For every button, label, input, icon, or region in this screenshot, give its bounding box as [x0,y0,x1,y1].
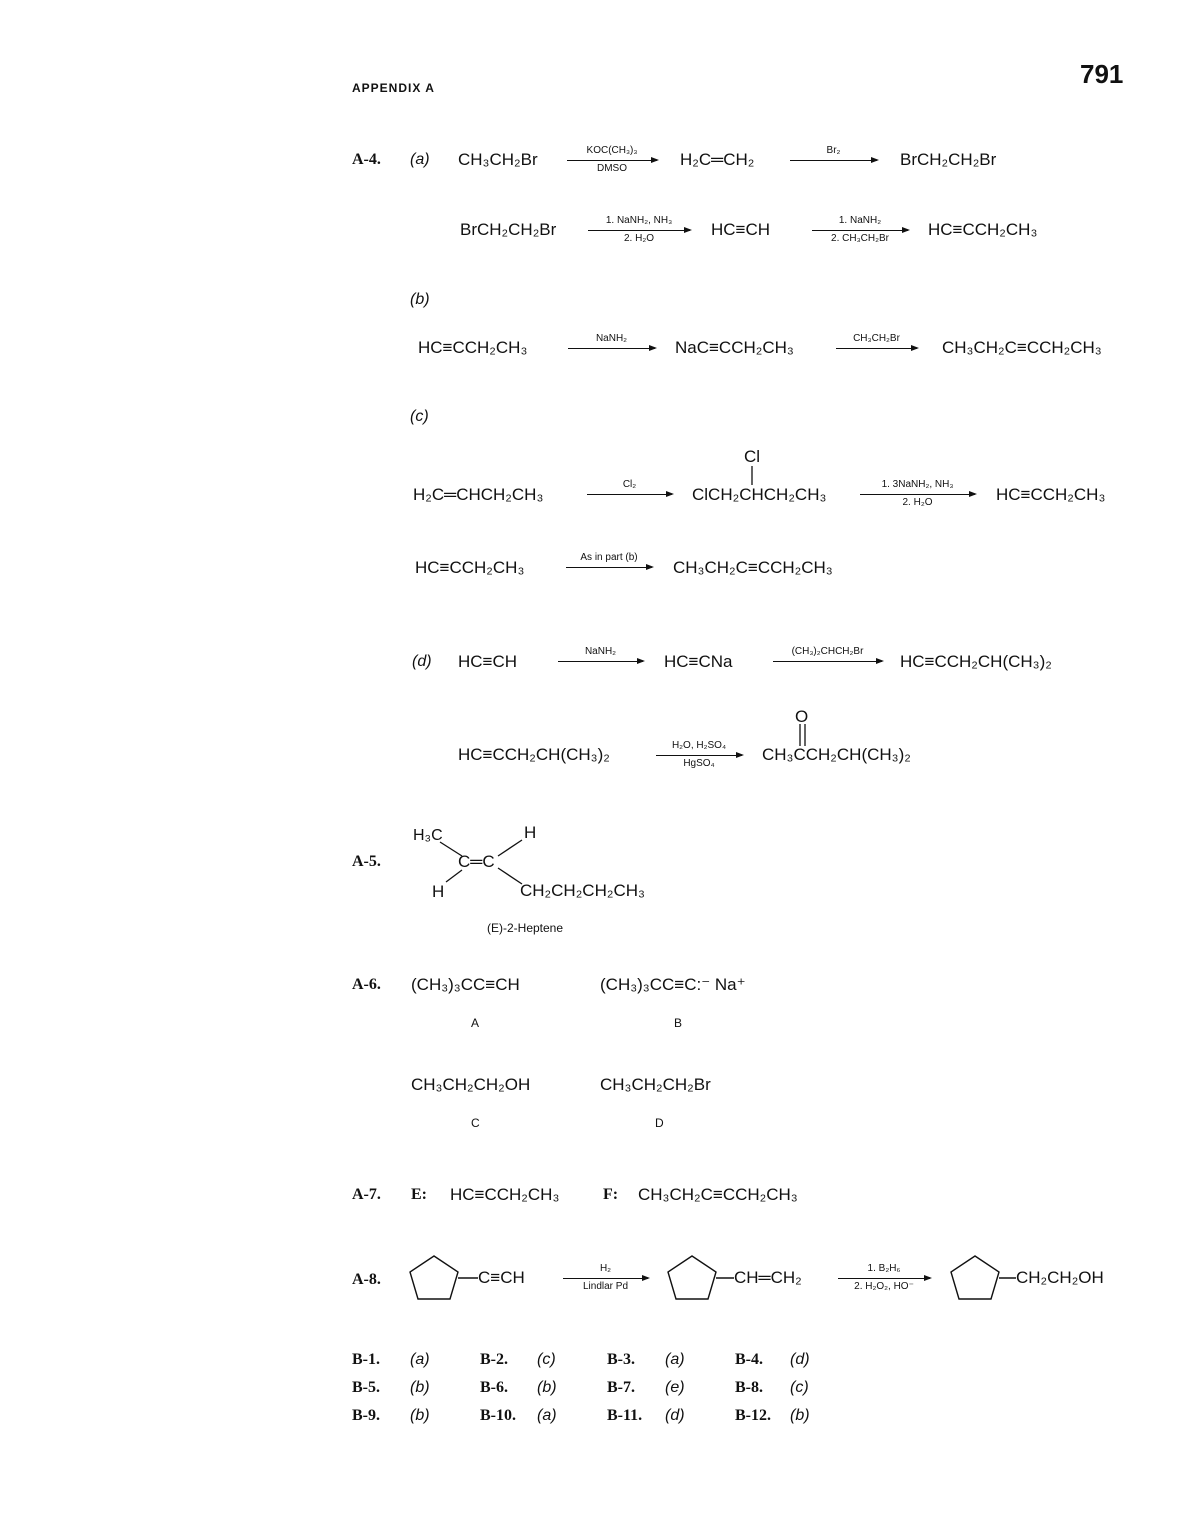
answer-question-number: B-6. [480,1379,508,1396]
reaction-arrow [567,160,657,161]
reagent-above-arrow: CH₃CH₂Br [853,333,900,344]
reagent-above-arrow: H₂ [599,1263,612,1274]
reagent-above-arrow: 1. B₂H₆ [867,1263,901,1274]
reagent-below-arrow: 2. H₂O₂, HO⁻ [854,1281,914,1292]
answer-question-number: B-10. [480,1407,516,1424]
butyl-chain: CH₂CH₂CH₂CH₃ [520,881,645,900]
formula: BrCH₂CH₂Br [900,150,997,169]
formula: CH₂CH₂OH [1016,1268,1104,1287]
cyclopentane-ring-2 [668,1256,716,1299]
answer-choice: (a) [665,1351,685,1368]
tag-d: D [655,1116,664,1130]
reagent-below-arrow: HgSO₄ [683,758,715,769]
formula: HC≡CNa [664,652,733,671]
formula: HC≡CCH₂CH₃ [415,558,525,577]
h3c-group: H₃C [413,827,443,844]
reaction-arrow [790,160,877,161]
cyclopentane-ring-3 [951,1256,999,1299]
tag-c: C [471,1116,480,1130]
cyclopentane-ring-1 [410,1256,458,1299]
answer-question-number: B-4. [735,1351,763,1368]
answer-choice: (d) [790,1351,810,1368]
formula: CH═CH₂ [734,1268,802,1287]
part-label: (a) [410,151,430,168]
hydrogen: H [432,882,445,901]
compound-b: (CH₃)₃CC≡C:⁻ Na⁺ [600,975,746,994]
compound-d: CH₃CH₂CH₂Br [600,1075,711,1094]
reagent-above-arrow: KOC(CH₃)₃ [586,145,638,156]
part-label: (b) [410,291,430,308]
reaction-arrow [773,661,882,662]
formula: HC≡CCH₂CH₃ [418,338,528,357]
answer-choice: (c) [537,1351,556,1368]
formula: HC≡CCH₂CH₃ [928,220,1038,239]
formula: HC≡CH [458,652,518,671]
formula: O [795,707,809,726]
reagent-below-arrow: 2. CH₃CH₂Br [831,233,889,244]
label-f: F: [603,1186,619,1203]
formula: C≡CH [478,1268,525,1287]
formula: H₂C═CH₂ [680,150,755,169]
answer-choice: (c) [790,1379,809,1396]
formula: HC≡CH [711,220,771,239]
compound-name: (E)-2-Heptene [487,921,564,935]
reagent-above-arrow: As in part (b) [580,552,638,563]
reagent-above-arrow: NaNH₂ [595,333,628,344]
reagent-above-arrow: 1. 3NaNH₂, NH₃ [881,479,954,490]
answer-choice: (a) [537,1407,557,1424]
reaction-arrow [838,1278,930,1279]
reaction-arrow [566,567,652,568]
problem-label: A-5. [352,853,381,870]
reagent-above-arrow: 1. NaNH₂ [838,215,882,226]
answer-question-number: B-8. [735,1379,763,1396]
answer-choice: (a) [410,1351,430,1368]
answer-choice: (b) [537,1379,557,1396]
reagent-above-arrow: H₂O, H₂SO₄ [671,740,727,751]
part-label: (d) [412,653,432,670]
label-e: E: [411,1186,427,1203]
running-head: APPENDIX A [352,81,435,95]
problem-label: A-6. [352,976,381,993]
compound-e: HC≡CCH₂CH₃ [450,1185,560,1204]
compound-f: CH₃CH₂C≡CCH₂CH₃ [638,1185,798,1204]
formula: BrCH₂CH₂Br [460,220,557,239]
answer-choice: (b) [410,1407,430,1424]
reaction-arrow [558,661,643,662]
reaction-arrow [563,1278,648,1279]
formula: CH₃CH₂C≡CCH₂CH₃ [673,558,833,577]
formula: Cl [744,447,761,466]
answer-choice: (e) [665,1379,685,1396]
reaction-arrow [568,348,655,349]
reagent-above-arrow: 1. NaNH₂, NH₃ [605,215,673,226]
problem-label: A-8. [352,1271,381,1288]
formula: H₂C═CHCH₂CH₃ [413,485,544,504]
hydrogen: H [524,823,537,842]
formula: ClCH₂CHCH₂CH₃ [692,485,827,504]
compound-c: CH₃CH₂CH₂OH [411,1075,531,1094]
reagent-above-arrow: Cl₂ [622,479,637,490]
answer-question-number: B-1. [352,1351,380,1368]
reagent-below-arrow: DMSO [597,163,627,174]
formula: NaC≡CCH₂CH₃ [675,338,794,357]
problem-label: A-4. [352,151,381,168]
double-bond: C═C [458,852,495,871]
compound-a: (CH₃)₃CC≡CH [411,975,520,994]
reagent-below-arrow: Lindlar Pd [582,1281,629,1292]
answer-question-number: B-2. [480,1351,508,1368]
answer-question-number: B-9. [352,1407,380,1424]
answer-question-number: B-11. [607,1407,643,1424]
reagent-above-arrow: Br₂ [826,145,841,156]
formula: CH₃CH₂Br [458,150,538,169]
answer-question-number: B-3. [607,1351,635,1368]
answer-choice: (b) [410,1379,430,1396]
answer-question-number: B-7. [607,1379,635,1396]
formula: HC≡CCH₂CH(CH₃)₂ [458,745,610,764]
part-label: (c) [410,408,429,425]
page-number: 791 [1080,59,1124,89]
reaction-arrow [860,494,975,495]
formula: HC≡CCH₂CH₃ [996,485,1106,504]
tag-a: A [471,1016,480,1030]
tag-b: B [674,1016,683,1030]
reaction-arrow [588,230,690,231]
reagent-above-arrow: (CH₃)₂CHCH₂Br [791,646,864,657]
formula: HC≡CCH₂CH(CH₃)₂ [900,652,1052,671]
reaction-arrow [812,230,908,231]
answer-question-number: B-5. [352,1379,380,1396]
answer-choice: (d) [665,1407,685,1424]
problem-label: A-7. [352,1186,381,1203]
answer-choice: (b) [790,1407,810,1424]
formula: CH₃CH₂C≡CCH₂CH₃ [942,338,1102,357]
reaction-arrow [587,494,672,495]
answer-question-number: B-12. [735,1407,771,1424]
reagent-below-arrow: 2. H₂O [902,497,933,508]
reaction-arrow [836,348,917,349]
reagent-below-arrow: 2. H₂O [624,233,654,244]
formula: CH₃CCH₂CH(CH₃)₂ [762,745,911,764]
reaction-arrow [656,755,742,756]
reagent-above-arrow: NaNH₂ [584,646,617,657]
